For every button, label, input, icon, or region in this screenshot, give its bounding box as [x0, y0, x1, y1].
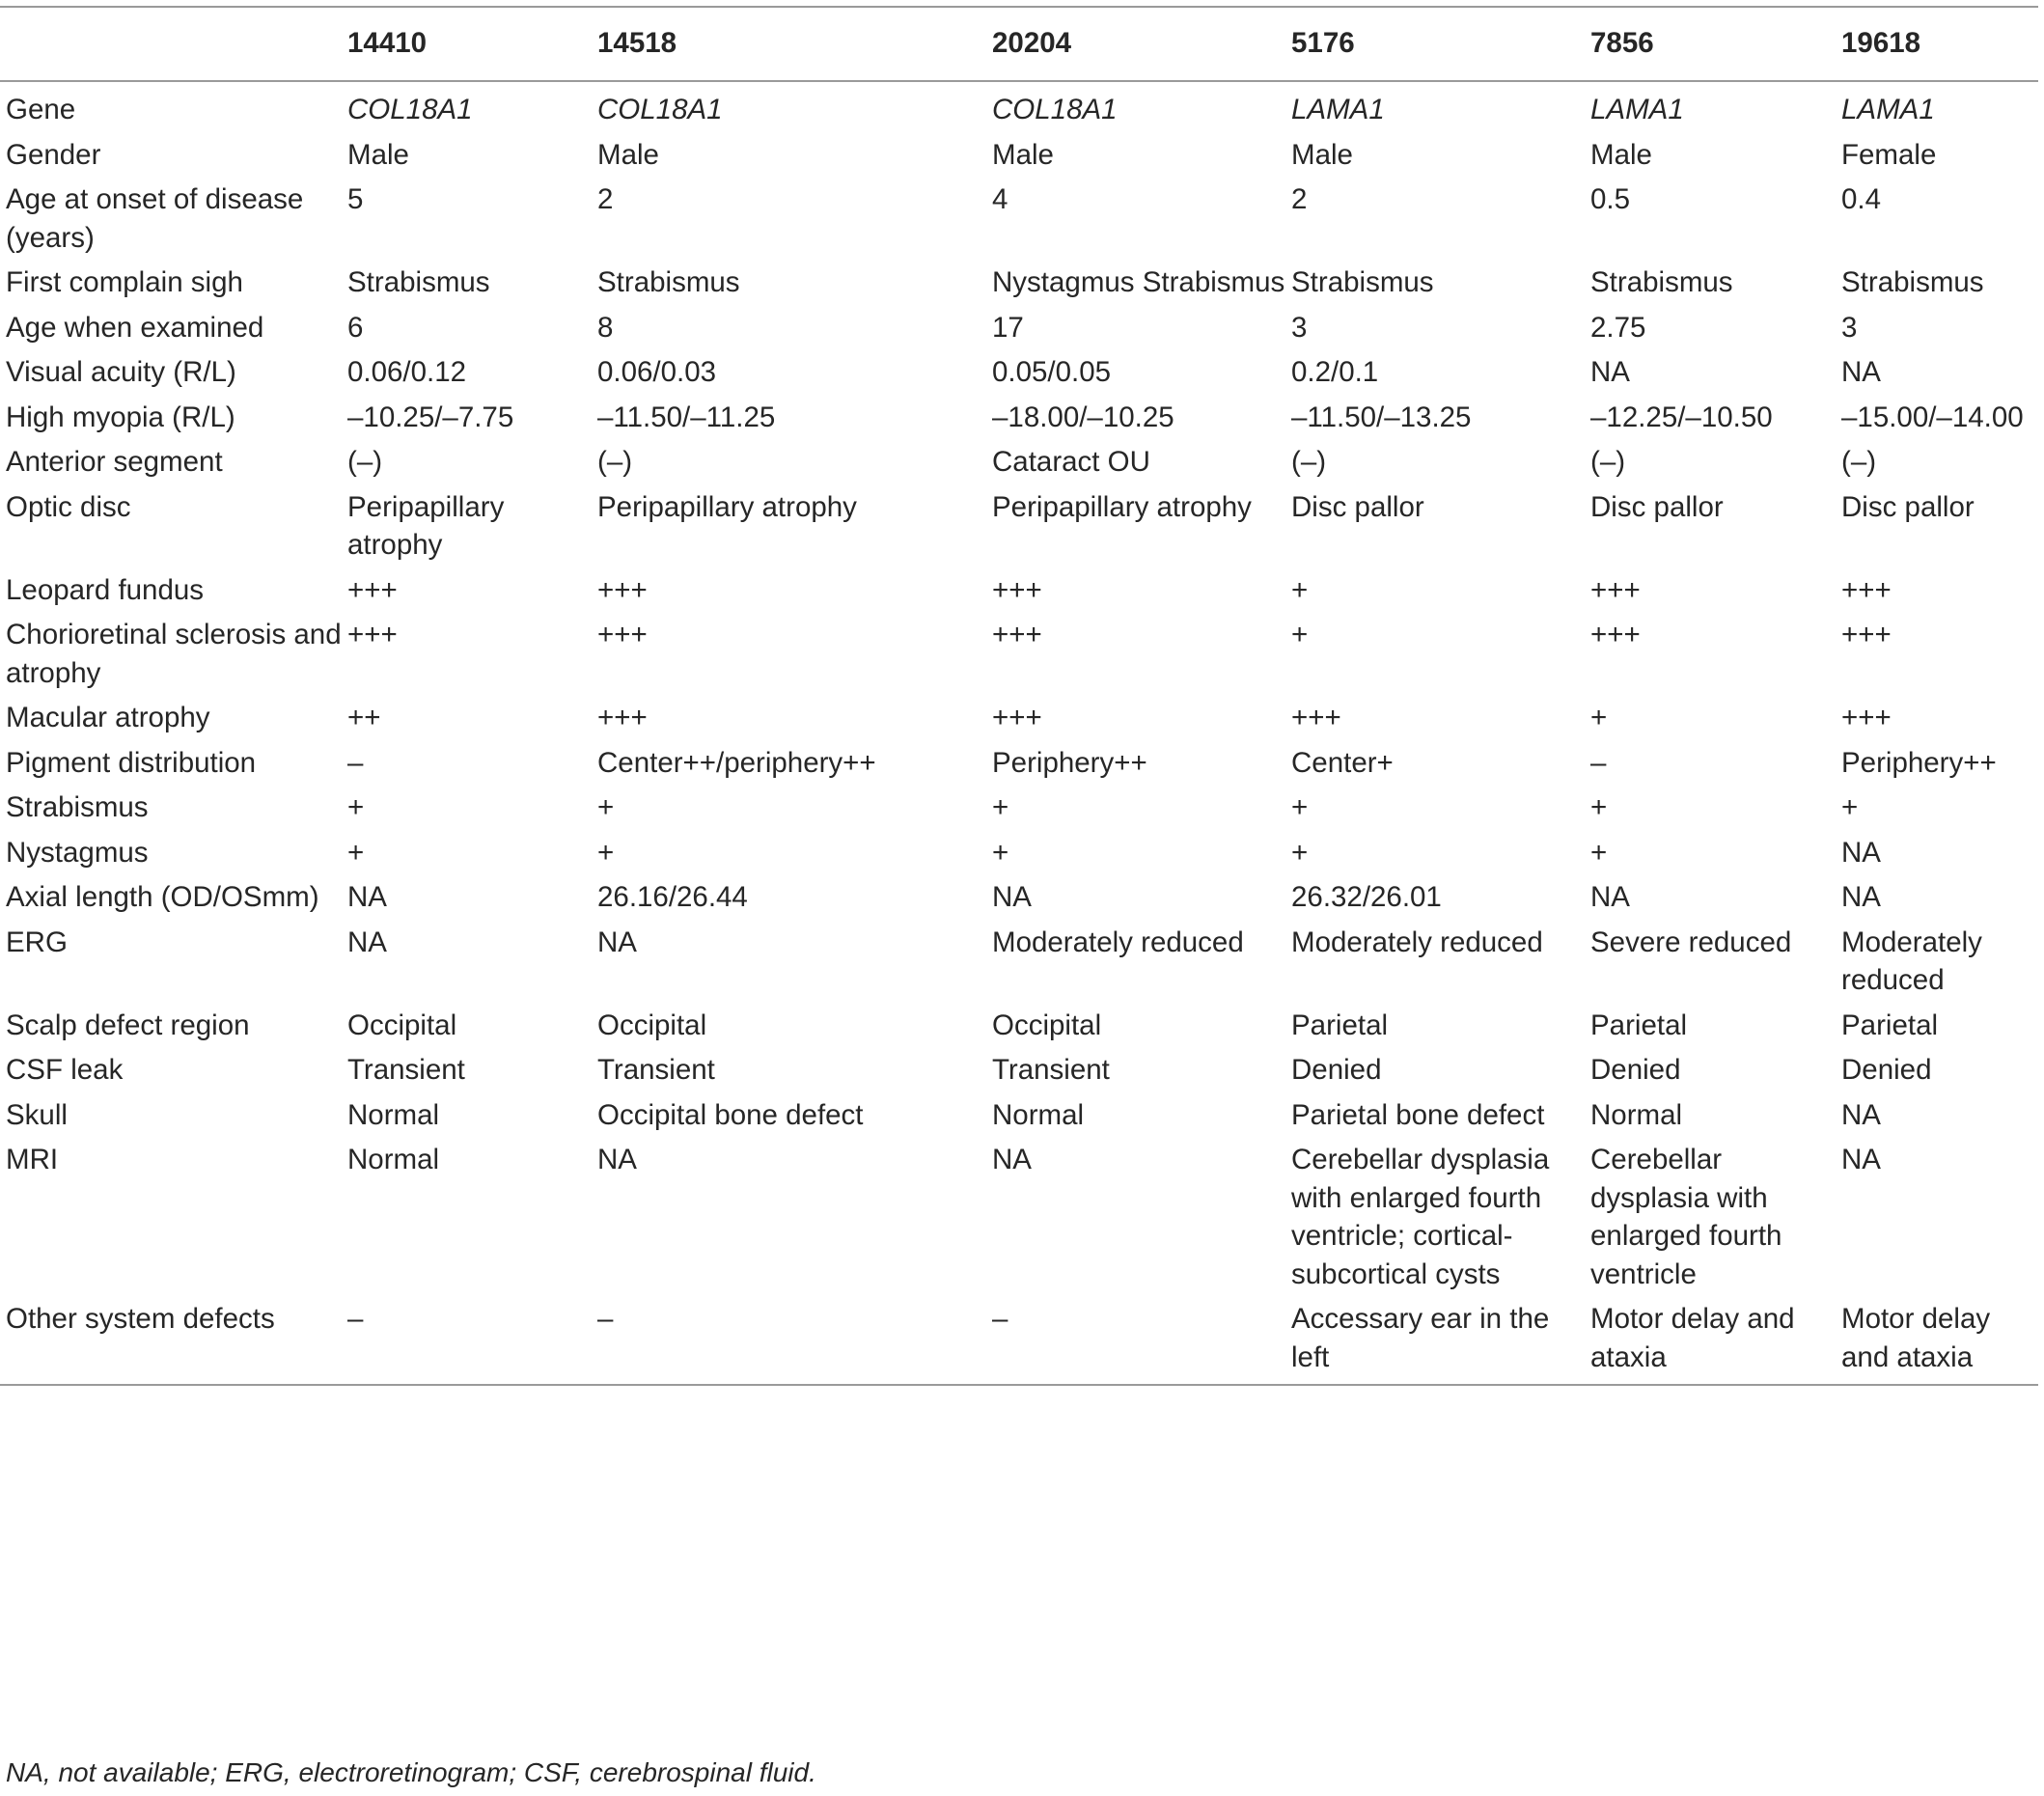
row-label: Axial length (OD/OSmm) [6, 881, 319, 913]
table-cell: Strabismus [1590, 266, 1733, 298]
header-row [0, 7, 2038, 81]
row-label: CSF leak [6, 1054, 124, 1086]
table-row [0, 613, 2038, 696]
table-cell: + [1590, 836, 1608, 869]
table-cell: –11.50/–11.25 [597, 401, 776, 433]
table-cell: Female [1841, 138, 1937, 171]
table-cell: +++ [1841, 573, 1892, 606]
table-row [0, 921, 2038, 1004]
table-cell: –15.00/–14.00 [1841, 401, 2024, 433]
table-cell: NA [1590, 881, 1630, 913]
table-cell: – [992, 1303, 1008, 1335]
table-cell: Center++/periphery++ [597, 746, 876, 779]
table-cell: Disc pallor [1841, 490, 1975, 523]
table-cell: 0.5 [1590, 183, 1631, 215]
table-cell: + [347, 836, 365, 869]
header-cell-empty [0, 7, 347, 81]
table-row [0, 568, 2038, 614]
table-cell: Peripapillary atrophy [992, 490, 1252, 523]
table-cell: NA [347, 881, 387, 913]
table-cell: 2 [1291, 183, 1308, 215]
table-cell: Normal [1590, 1098, 1683, 1131]
table-cell: +++ [1291, 702, 1341, 733]
table-cell: Strabismus [1841, 266, 1984, 298]
table-row [0, 696, 2038, 741]
table-cell: Denied [1841, 1054, 1932, 1086]
table-row [0, 741, 2038, 787]
table-cell: Nystagmus Strabismus [992, 266, 1285, 298]
table-cell: (–) [597, 446, 633, 478]
table-cell: – [597, 1303, 614, 1335]
table-cell: Parietal [1291, 1009, 1389, 1041]
table-cell: + [347, 791, 365, 823]
table-cell: Parietal [1590, 1009, 1688, 1041]
table-cell: +++ [1841, 702, 1892, 733]
table-cell: NA [992, 1144, 1032, 1175]
table-cell: (–) [1841, 446, 1877, 478]
gene-cell: COL18A1 [347, 94, 473, 125]
table-cell: Peripapillary atrophy [347, 490, 505, 561]
gene-cell: LAMA1 [1590, 94, 1684, 125]
table-cell: Male [347, 138, 409, 171]
table-cell: Transient [992, 1054, 1110, 1086]
row-label: Anterior segment [6, 446, 223, 478]
row-label: High myopia (R/L) [6, 401, 235, 433]
table-cell: +++ [597, 619, 648, 650]
table-row [0, 1093, 2038, 1139]
table-cell: Accessary ear in the left [1291, 1303, 1550, 1373]
row-label: Gender [6, 138, 101, 171]
table-cell: Moderately reduced [1841, 926, 1982, 996]
table-cell: – [347, 1303, 364, 1335]
table-cell: + [1291, 791, 1309, 823]
table-cell: (–) [1291, 446, 1327, 478]
table-cell: +++ [1590, 573, 1641, 606]
row-label: Macular atrophy [6, 702, 210, 733]
table-cell: 3 [1291, 311, 1308, 344]
row-label: MRI [6, 1144, 59, 1175]
table-cell: NA [1841, 1144, 1881, 1175]
table-cell: Male [1291, 138, 1353, 171]
table-cell: + [1291, 573, 1309, 606]
table-cell: +++ [1841, 619, 1892, 650]
table-cell: 17 [992, 311, 1024, 344]
table-cell: – [1590, 746, 1607, 779]
table-cell: Transient [597, 1054, 715, 1086]
table-cell: Denied [1590, 1054, 1681, 1086]
table-cell: ++ [347, 702, 381, 733]
table-cell: +++ [347, 619, 398, 650]
table-cell: 0.06/0.03 [597, 356, 717, 388]
table-cell: +++ [597, 573, 648, 606]
table-cell: + [597, 791, 615, 823]
row-label: Chorioretinal sclerosis and atrophy [6, 619, 342, 689]
table-cell: Center+ [1291, 746, 1394, 779]
header-cell-patient: 14518 [597, 27, 677, 59]
row-label: ERG [6, 926, 68, 958]
table-cell: Strabismus [347, 266, 490, 298]
table-cell: NA [1841, 356, 1881, 388]
table-cell: Motor delay and ataxia [1841, 1303, 1991, 1373]
table-cell: – [347, 746, 364, 779]
table-cell: NA [347, 926, 387, 958]
table-cell: + [1590, 702, 1608, 733]
table-row [0, 178, 2038, 261]
table-cell: Peripapillary atrophy [597, 490, 857, 523]
table-cell: (–) [1590, 446, 1626, 478]
table-body [0, 81, 2038, 1385]
row-label: Leopard fundus [6, 573, 205, 606]
row-label: Age when examined [6, 311, 264, 344]
table-cell: 0.2/0.1 [1291, 356, 1379, 388]
table-cell: Normal [347, 1144, 440, 1175]
table-cell: 3 [1841, 311, 1858, 344]
row-label: Pigment distribution [6, 746, 257, 779]
table-cell: Disc pallor [1590, 490, 1724, 523]
table-cell: NA [1841, 1098, 1881, 1131]
table-row [0, 440, 2038, 485]
table-cell: Occipital [992, 1009, 1102, 1041]
table-cell: –12.25/–10.50 [1590, 401, 1773, 433]
table-row [0, 306, 2038, 351]
table-cell: Moderately reduced [992, 926, 1244, 958]
table-cell: 26.16/26.44 [597, 881, 748, 913]
table-row [0, 1048, 2038, 1093]
table-cell: + [1291, 619, 1309, 650]
table-cell: Denied [1291, 1054, 1382, 1086]
table-cell: Periphery++ [992, 746, 1147, 779]
row-label: Age at onset of disease (years) [6, 183, 304, 254]
row-label: Visual acuity (R/L) [6, 356, 236, 388]
table-cell: 6 [347, 311, 364, 344]
table-cell: +++ [1590, 619, 1641, 650]
table-cell: NA [597, 1144, 637, 1175]
gene-cell: LAMA1 [1841, 94, 1935, 125]
table-cell: + [1841, 791, 1859, 823]
header-cell-patient: 19618 [1841, 27, 1921, 59]
row-label: Skull [6, 1098, 68, 1131]
table-cell: NA [597, 926, 637, 958]
table-cell: Occipital [347, 1009, 457, 1041]
table-cell: 0.05/0.05 [992, 356, 1112, 388]
table-row [0, 81, 2038, 133]
table-cell: –11.50/–13.25 [1291, 401, 1472, 433]
table-cell: Moderately reduced [1291, 926, 1543, 958]
table-cell: NA [1841, 836, 1881, 869]
table-cell: Male [1590, 138, 1652, 171]
row-label: Scalp defect region [6, 1009, 250, 1041]
table-cell: + [992, 836, 1009, 869]
table-cell: 2.75 [1590, 311, 1646, 344]
table-cell: Cerebellar dysplasia with enlarged fourth ventricle; cortical-subcortical cysts [1291, 1144, 1550, 1290]
table-cell: NA [1841, 881, 1881, 913]
table-cell: +++ [992, 573, 1042, 606]
table-cell: NA [1590, 356, 1630, 388]
table-cell: + [1291, 836, 1309, 869]
table-cell: Cataract OU [992, 446, 1150, 478]
row-label: Nystagmus [6, 836, 149, 869]
table-row [0, 831, 2038, 876]
clinical-features-table [0, 6, 2038, 1386]
table-cell: Male [992, 138, 1054, 171]
table-footnote: NA, not available; ERG, electroretinogram; CSF, cerebrospinal fluid. [6, 1757, 816, 1787]
table-cell: Motor delay and ataxia [1590, 1303, 1795, 1373]
table-row [0, 261, 2038, 306]
gene-cell: LAMA1 [1291, 94, 1385, 125]
table-cell: –18.00/–10.25 [992, 401, 1174, 433]
row-label: Other system defects [6, 1303, 275, 1335]
table-row [0, 1297, 2038, 1385]
header-cell-patient: 7856 [1590, 27, 1654, 59]
table-row [0, 1004, 2038, 1049]
table-row [0, 1138, 2038, 1297]
table-cell: 8 [597, 311, 614, 344]
table-cell: +++ [992, 702, 1042, 733]
table-cell: 4 [992, 183, 1008, 215]
table-cell: 26.32/26.01 [1291, 881, 1442, 913]
table-cell: Transient [347, 1054, 465, 1086]
gene-cell: COL18A1 [992, 94, 1118, 125]
table-cell: Disc pallor [1291, 490, 1424, 523]
header-cell-patient: 20204 [992, 27, 1072, 59]
table-cell: + [597, 836, 615, 869]
header-cell-patient: 14410 [347, 27, 428, 59]
table-cell: +++ [347, 573, 398, 606]
table-cell: Occipital [597, 1009, 707, 1041]
table-cell: 2 [597, 183, 614, 215]
table-cell: NA [992, 881, 1032, 913]
table-header [0, 7, 2038, 81]
table-cell: (–) [347, 446, 383, 478]
table-row [0, 485, 2038, 568]
row-label: Optic disc [6, 490, 131, 523]
table-cell: Strabismus [597, 266, 740, 298]
table-cell: Occipital bone defect [597, 1098, 864, 1131]
row-label: First complain sigh [6, 266, 243, 298]
table-cell: Cerebellar dysplasia with enlarged fourth ventricle [1590, 1144, 1782, 1290]
table-cell: Normal [992, 1098, 1085, 1131]
row-label: Strabismus [6, 791, 149, 823]
table-cell: +++ [992, 619, 1042, 650]
table-row [0, 875, 2038, 921]
table-row [0, 786, 2038, 831]
table-cell: + [992, 791, 1009, 823]
table-cell: Severe reduced [1590, 926, 1792, 958]
table-cell: + [1590, 791, 1608, 823]
row-label: Gene [6, 94, 76, 125]
table-cell: Male [597, 138, 659, 171]
table-cell: +++ [597, 702, 648, 733]
gene-cell: COL18A1 [597, 94, 723, 125]
table-cell: –10.25/–7.75 [347, 401, 514, 433]
table-cell: 5 [347, 183, 364, 215]
table-cell: Normal [347, 1098, 440, 1131]
table-cell: Parietal [1841, 1009, 1939, 1041]
table-row [0, 396, 2038, 441]
header-cell-patient: 5176 [1291, 27, 1355, 59]
table-cell: Periphery++ [1841, 746, 1997, 779]
table-row [0, 133, 2038, 179]
table-cell: Strabismus [1291, 266, 1434, 298]
table-cell: Parietal bone defect [1291, 1098, 1545, 1131]
table-cell: 0.06/0.12 [347, 356, 467, 388]
table-row [0, 350, 2038, 396]
table-cell: 0.4 [1841, 183, 1882, 215]
